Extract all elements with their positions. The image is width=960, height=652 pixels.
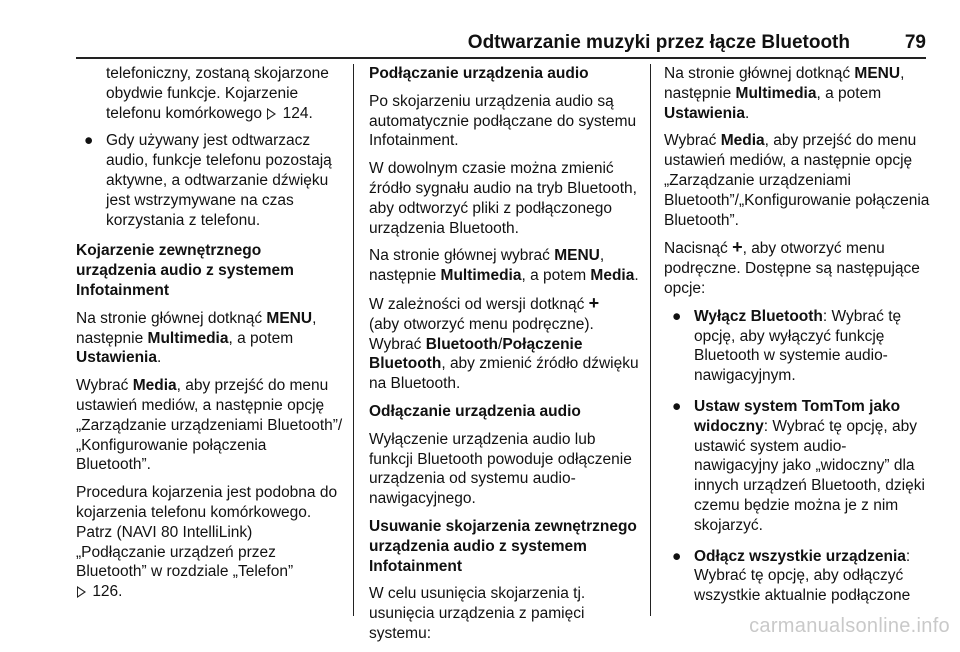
column-divider-2	[650, 64, 651, 616]
continued-bullet-text	[76, 64, 344, 123]
section-heading: Kojarzenie zewnętrznego urządzenia audio z systemem Infotainment	[76, 242, 294, 299]
text: Na stronie głównej wybrać	[369, 247, 555, 265]
bluetooth-term: Bluetooth	[425, 335, 499, 353]
menu-term: MENU	[266, 309, 313, 327]
continued-text: telefoniczny, zostaną skojarzone obydwie funkcje. Kojarzenie telefonu komórkowego	[106, 65, 329, 122]
bullet-icon: ●	[84, 132, 94, 150]
text: , a potem	[816, 84, 882, 102]
media-term: Media	[590, 267, 635, 285]
column-2	[369, 64, 641, 652]
text: Na stronie głównej dotknąć	[664, 65, 855, 82]
list-item	[664, 547, 930, 606]
text: , następnie	[664, 65, 905, 102]
text: .	[156, 349, 162, 367]
bluetooth-connection-term: Połączenie Bluetooth	[369, 335, 583, 373]
list-item-text: Gdy używany jest odtwarzacz audio, funkcje telefonu pozostają aktywne, a odtwarzanie dźwięku jest wstrzymywane na czas korzystania z telefonu.	[106, 132, 332, 229]
plus-icon: +	[732, 237, 743, 258]
text: , następnie	[76, 309, 317, 347]
page-number: 79	[904, 32, 926, 53]
paragraph	[369, 246, 641, 286]
settings-term: Ustawienia	[664, 104, 745, 122]
page-header	[0, 0, 960, 58]
column-1	[76, 64, 344, 610]
option-description: : Wybrać tę opcję, aby wyłączyć funkcję Bluetooth w systemie audio-nawigacyjnym.	[694, 307, 902, 385]
multimedia-term: Multimedia	[735, 84, 817, 102]
list-item	[664, 397, 930, 536]
menu-term: MENU	[854, 65, 901, 82]
media-term: Media	[132, 377, 177, 395]
list-item	[76, 131, 344, 230]
paragraph	[664, 64, 930, 123]
bullet-icon: ●	[672, 307, 682, 325]
column-divider-1	[353, 64, 354, 616]
text: .	[744, 104, 750, 122]
text: W zależności od wersji dotknąć	[369, 295, 589, 313]
text: Wybrać	[664, 132, 721, 150]
paragraph	[76, 483, 344, 602]
paragraph	[369, 294, 641, 394]
option-description: : Wybrać tę opcję, aby ustawić system audio-nawigacyjny jako „widoczny” dla innych urządzeń Bluetooth, dzięki czemu będzie można je z nim skojarzyć.	[694, 417, 925, 534]
text: Nacisnąć	[664, 240, 733, 258]
text: , aby przejść do menu ustawień mediów, a następnie opcję „Zarządzanie urządzeniami Bluetooth”/„Konfigurowanie połączenia Bluetooth”.	[664, 132, 930, 229]
page-ref-arrow-icon	[78, 587, 86, 597]
paragraph	[664, 131, 930, 230]
menu-term: MENU	[554, 247, 600, 265]
paragraph	[664, 238, 930, 298]
section-heading: Odłączanie urządzenia audio	[369, 402, 581, 420]
plus-icon: +	[588, 292, 600, 313]
text: (aby otworzyć menu podręczne). Wybrać	[369, 315, 594, 353]
page-title: Odtwarzanie muzyki przez łącze Bluetooth	[467, 32, 850, 53]
media-term: Media	[720, 132, 765, 150]
text: .	[634, 267, 639, 285]
watermark: carmanualsonline.info	[749, 615, 950, 637]
header-rule	[76, 57, 926, 59]
paragraph	[76, 376, 344, 475]
text: , następnie	[369, 247, 605, 285]
option-name: Wyłącz Bluetooth	[694, 307, 823, 325]
text: Procedura kojarzenia jest podobna do kojarzenia telefonu komórkowego. Patrz (NAVI 80 IntelliLink) „Podłączanie urządzeń przez Bluetooth” w rozdziale „Telefon”	[76, 484, 338, 581]
settings-term: Ustawienia	[76, 349, 157, 367]
text: , a potem	[521, 267, 591, 285]
column-3	[664, 64, 930, 617]
text: , aby otworzyć menu podręczne. Dostępne są następujące opcje:	[664, 240, 920, 297]
option-name: Odłącz wszystkie urządzenia	[694, 547, 906, 565]
list-item	[664, 307, 930, 386]
section-heading: Podłączanie urządzenia audio	[369, 65, 589, 82]
paragraph: Po skojarzeniu urządzenia audio są automatycznie podłączane do systemu Infotainment.	[369, 92, 637, 150]
section-heading: Usuwanie skojarzenia zewnętrznego urządzenia audio z systemem Infotainment	[369, 517, 637, 575]
text: Na stronie głównej dotknąć	[76, 309, 267, 327]
text: , a potem	[228, 329, 294, 347]
text: /	[498, 335, 503, 353]
option-description: : Wybrać tę opcję, aby odłączyć wszystkie aktualnie podłączone	[694, 547, 911, 605]
multimedia-term: Multimedia	[440, 267, 522, 285]
multimedia-term: Multimedia	[147, 329, 229, 347]
page-ref-arrow-icon	[268, 109, 276, 119]
text: , aby zmienić źródło dźwięku na Bluetooth.	[369, 355, 639, 393]
paragraph	[76, 309, 344, 368]
paragraph: W dowolnym czasie można zmienić źródło sygnału audio na tryb Bluetooth, aby odtworzyć pliki z podłączonego urządzenia Bluetooth.	[369, 160, 637, 237]
bullet-icon: ●	[672, 397, 682, 415]
page-ref[interactable]: 126.	[92, 583, 123, 601]
option-name: Ustaw system TomTom jako widoczny	[694, 397, 901, 435]
bullet-icon: ●	[672, 547, 682, 565]
text: , aby przejść do menu ustawień mediów, a następnie opcję „Zarządzanie urządzeniami Bluetooth”/„Konfigurowanie połączenia Bluetooth”.	[76, 377, 343, 474]
paragraph: W celu usunięcia skojarzenia tj. usunięcia urządzenia z pamięci systemu:	[369, 585, 586, 642]
text: Wybrać	[76, 377, 133, 395]
page-ref[interactable]: 124.	[282, 104, 313, 122]
paragraph: Wyłączenie urządzenia audio lub funkcji Bluetooth powoduje odłączenie urządzenia od systemu audio-nawigacyjnego.	[369, 430, 632, 508]
